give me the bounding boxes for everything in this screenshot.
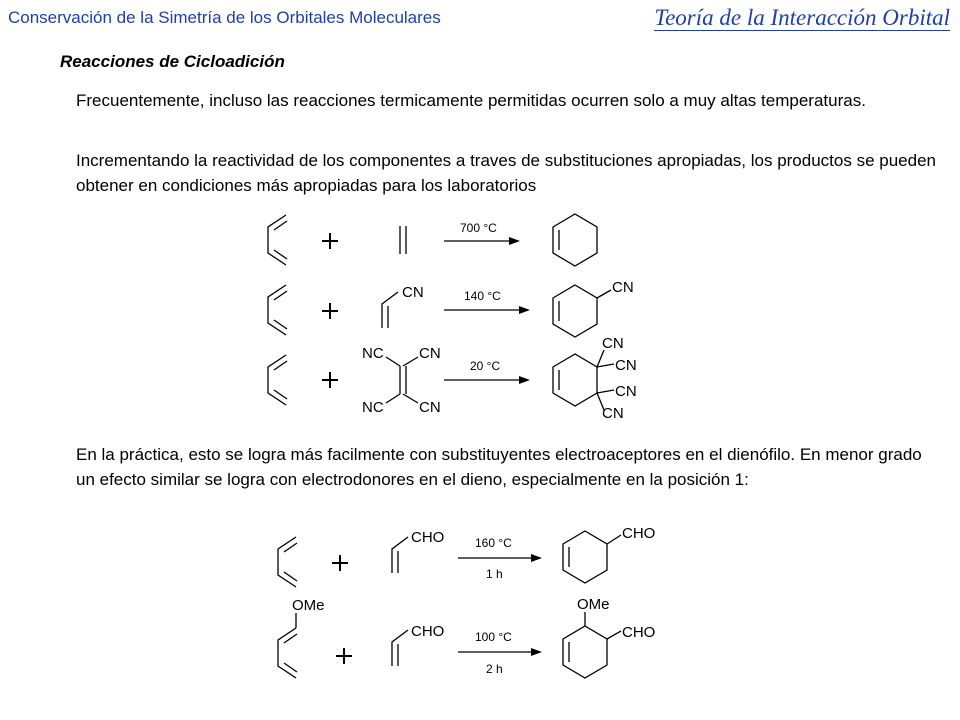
substituent-label: OMe [292,597,325,614]
substituent-label: CHO [622,624,656,641]
paragraph-substitution: Incrementando la reactividad de los componentes a traves de substituciones apropiadas, los productos se pueden obtener en condiciones más apropiadas para los laboratorios [76,151,936,195]
substituent-label: CHO [411,623,445,640]
substituent-label: CN [612,279,634,296]
acrylonitrile-structure [382,292,398,328]
acrolein-structure [392,537,408,573]
butadiene-structure [268,215,287,265]
reaction-time: 2 h [486,662,503,676]
reaction-time: 1 h [486,567,503,581]
reaction-4 [278,525,655,587]
cyclohexenecarbaldehyde-product [563,531,607,583]
reaction-5 [278,596,655,678]
substituent-label: OMe [577,596,610,613]
substituent-label: NC [362,345,384,362]
butadiene-structure [268,355,287,405]
reaction-condition: 700 °C [460,221,497,235]
methoxycyclohexenecarbaldehyde-product [563,626,607,678]
header-right-title: Teoría de la Interacción Orbital [654,5,950,30]
substituent-label: CN [602,335,624,352]
acrolein-structure [392,630,408,666]
substituent-label: CN [402,284,424,301]
section-title: Reacciones de Cicloadición [60,52,285,71]
butadiene-structure [278,537,297,587]
reaction-condition: 160 °C [475,536,512,550]
reaction-condition: 20 °C [470,359,501,373]
substituent-label: CN [419,399,441,416]
reaction-condition: 100 °C [475,630,512,644]
substituent-label: CN [615,357,637,374]
substituent-label: NC [362,399,384,416]
reaction-condition: 140 °C [464,289,501,303]
tetracyanocyclohexene-product [553,354,597,406]
reaction-3 [268,335,637,422]
substituent-label: CHO [411,529,445,546]
reaction-1 [268,214,597,266]
header-left-title: Conservación de la Simetría de los Orbitales Moleculares [8,8,441,27]
substituent-label: CHO [622,525,656,542]
substituent-label: CN [602,405,624,422]
paragraph-high-temperature: Frecuentemente, incluso las reacciones termicamente permitidas ocurren solo a muy altas temperaturas. [76,91,866,110]
paragraph-electron-effects: En la práctica, esto se logra más facilmente con substituyentes electroaceptores en el dienófilo. En menor grado un efecto similar se logra con electrodonores en el dieno, especialmente en la posición 1: [76,445,922,489]
substituent-label: CN [419,345,441,362]
substituent-label: CN [615,383,637,400]
reaction-2 [268,279,634,337]
methoxybutadiene-structure [278,628,297,678]
cyclohexene-structure [553,214,597,266]
cyclohexene-product [553,285,597,337]
butadiene-structure [268,285,287,335]
